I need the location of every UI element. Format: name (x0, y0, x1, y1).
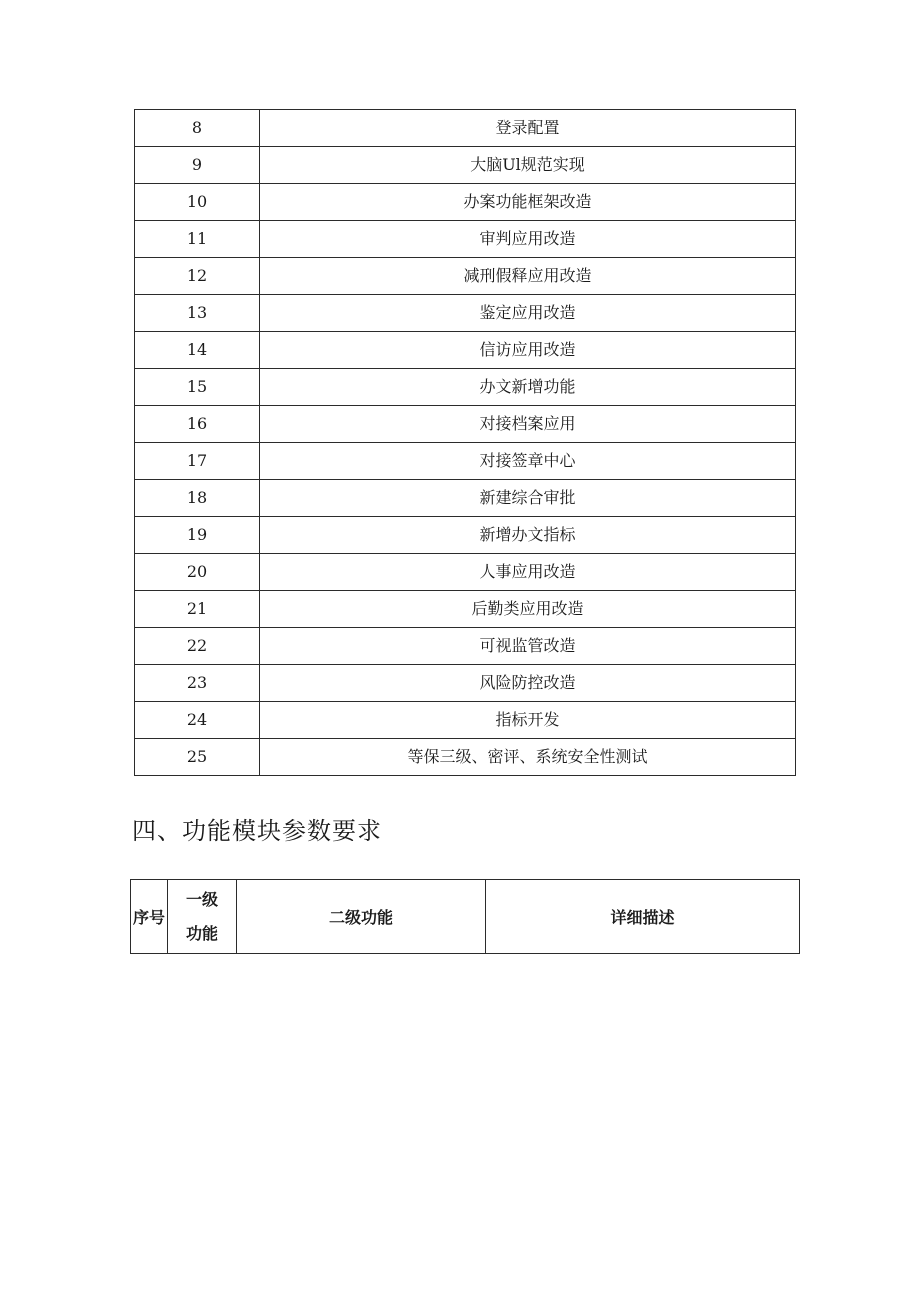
function-param-header (131, 880, 800, 954)
row-number: 14 (135, 332, 260, 369)
row-number: 9 (135, 147, 260, 184)
table-row (135, 702, 796, 739)
row-name: 减刑假释应用改造 (260, 258, 796, 295)
row-number: 20 (135, 554, 260, 591)
module-list-body (135, 110, 796, 776)
row-number: 16 (135, 406, 260, 443)
header-level2: 二级功能 (237, 880, 486, 954)
row-number: 24 (135, 702, 260, 739)
row-number: 17 (135, 443, 260, 480)
table-row (135, 554, 796, 591)
table-row (135, 184, 796, 221)
row-name: 对接签章中心 (260, 443, 796, 480)
row-number: 22 (135, 628, 260, 665)
row-number: 13 (135, 295, 260, 332)
row-name: 办案功能框架改造 (260, 184, 796, 221)
header-level1-line2: 功能 (185, 923, 218, 943)
row-number: 18 (135, 480, 260, 517)
table-row (135, 369, 796, 406)
row-name: 新增办文指标 (260, 517, 796, 554)
row-name: 新建综合审批 (260, 480, 796, 517)
table-row (135, 110, 796, 147)
row-name: 风险防控改造 (260, 665, 796, 702)
row-name: 等保三级、密评、系统安全性测试 (260, 739, 796, 776)
table-row (135, 480, 796, 517)
row-number: 19 (135, 517, 260, 554)
table-row (135, 332, 796, 369)
row-name: 办文新增功能 (260, 369, 796, 406)
table-row (135, 221, 796, 258)
header-row (131, 880, 800, 954)
header-level1 (168, 880, 237, 954)
table-row (135, 147, 796, 184)
section-heading: 四、功能模块参数要求 (132, 817, 382, 845)
row-number: 25 (135, 739, 260, 776)
table-row (135, 295, 796, 332)
row-number: 21 (135, 591, 260, 628)
row-name: 指标开发 (260, 702, 796, 739)
row-name: 人事应用改造 (260, 554, 796, 591)
row-name: 后勤类应用改造 (260, 591, 796, 628)
function-param-table (130, 879, 800, 954)
row-number: 23 (135, 665, 260, 702)
table-row (135, 628, 796, 665)
row-name: 登录配置 (260, 110, 796, 147)
header-desc: 详细描述 (486, 880, 800, 954)
table-row (135, 406, 796, 443)
row-name: 鉴定应用改造 (260, 295, 796, 332)
row-name: 大脑Ul规范实现 (260, 147, 796, 184)
row-number: 11 (135, 221, 260, 258)
table-row (135, 258, 796, 295)
row-number: 10 (135, 184, 260, 221)
table-row (135, 665, 796, 702)
row-number: 15 (135, 369, 260, 406)
row-number: 12 (135, 258, 260, 295)
header-seq: 序号 (131, 880, 168, 954)
row-number: 8 (135, 110, 260, 147)
row-name: 对接档案应用 (260, 406, 796, 443)
table-row (135, 739, 796, 776)
module-list-table (134, 109, 796, 776)
row-name: 信访应用改造 (260, 332, 796, 369)
row-name: 审判应用改造 (260, 221, 796, 258)
table-row (135, 517, 796, 554)
row-name: 可视监管改造 (260, 628, 796, 665)
table-row (135, 443, 796, 480)
header-level1-line1: 一级 (185, 889, 218, 909)
table-row (135, 591, 796, 628)
